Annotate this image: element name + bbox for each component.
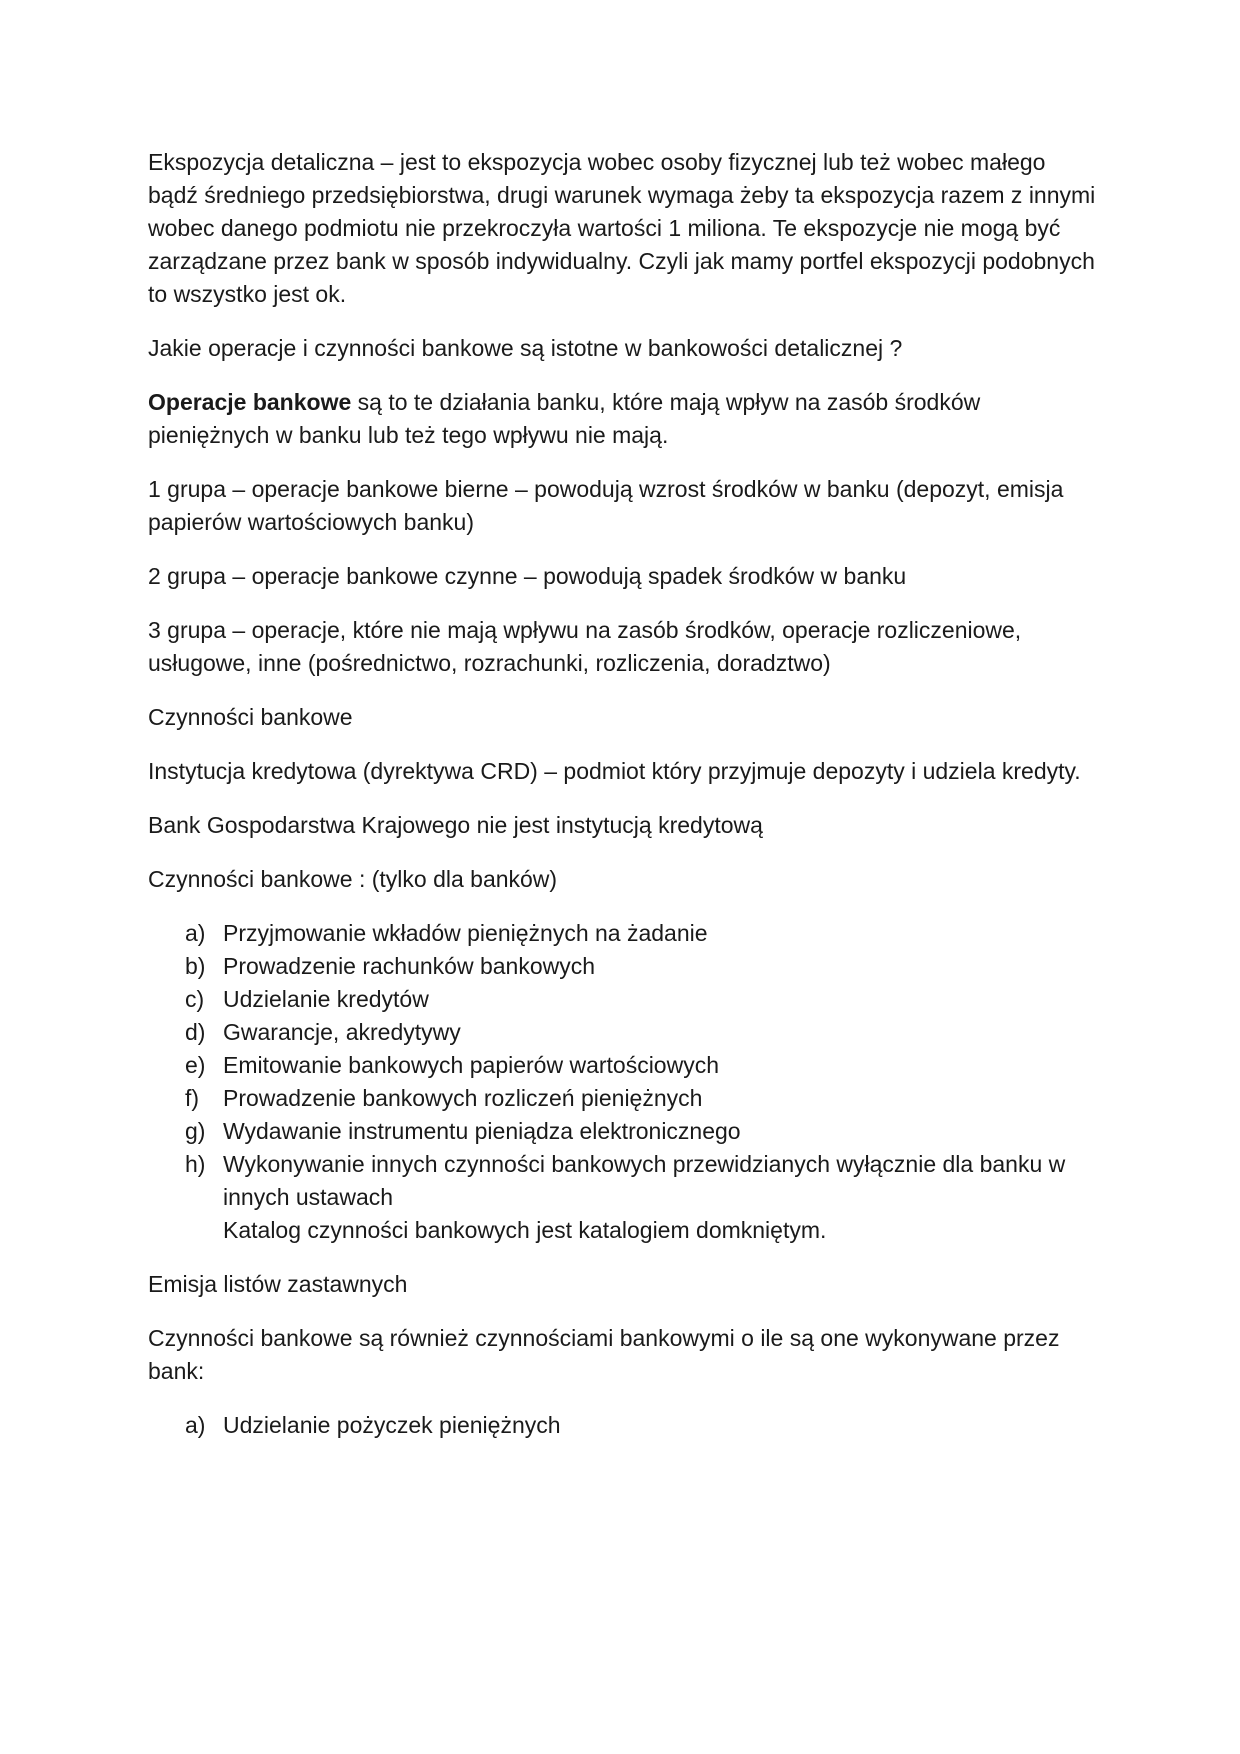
paragraph-bgk: Bank Gospodarstwa Krajowego nie jest instytucją kredytową [148, 812, 763, 838]
loans-list [148, 1409, 1098, 1442]
paragraph-group-3: 3 grupa – operacje, które nie mają wpływu na zasób środków, operacje rozliczeniowe, usługowe, inne (pośrednictwo, rozrachunki, rozliczenia, doradztwo) [148, 617, 1022, 676]
paragraph-retail-exposure: Ekspozycja detaliczna – jest to ekspozycja wobec osoby fizycznej lub też wobec małego bądź średniego przedsiębiorstwa, drugi warunek wymaga żeby ta ekspozycja razem z innymi wobec danego podmiotu nie przekroczyła wartości 1 miliona. Te ekspozycje nie mogą być zarządzane przez bank w sposób indywidualny. Czyli jak mamy portfel ekspozycji podobnych to wszystko jest ok. [148, 149, 1096, 307]
paragraph-credit-institution: Instytucja kredytowa (dyrektywa CRD) – podmiot który przyjmuje depozyty i udziela kredyty. [148, 758, 1081, 784]
list-item-text: Wydawanie instrumentu pieniądza elektronicznego [223, 1118, 741, 1144]
paragraph-question: Jakie operacje i czynności bankowe są istotne w bankowości detalicznej ? [148, 335, 903, 361]
paragraph-banking-operations [148, 386, 1098, 452]
paragraph-mortgage-bonds: Emisja listów zastawnych [148, 1271, 408, 1297]
list-item-text: Gwarancje, akredytywy [223, 1019, 461, 1045]
list-marker: b) [185, 953, 206, 979]
bold-term: Operacje bankowe [148, 389, 352, 415]
list-item [148, 983, 1098, 1016]
list-item [148, 950, 1098, 983]
document-body [148, 146, 1098, 1463]
list-marker: h) [185, 1151, 206, 1177]
paragraph-group-2: 2 grupa – operacje bankowe czynne – powodują spadek środków w banku [148, 563, 907, 589]
list-marker: c) [185, 986, 205, 1012]
list-marker: a) [185, 920, 206, 946]
list-item-text: Przyjmowanie wkładów pieniężnych na żadanie [223, 920, 708, 946]
catalog-note: Katalog czynności bankowych jest katalogiem domkniętym. [223, 1217, 827, 1243]
list-marker: a) [185, 1412, 206, 1438]
banking-activities-list [148, 917, 1098, 1247]
paragraph-group-1: 1 grupa – operacje bankowe bierne – powodują wzrost środków w banku (depozyt, emisja papierów wartościowych banku) [148, 476, 1064, 535]
list-item-text: Prowadzenie bankowych rozliczeń pieniężnych [223, 1085, 703, 1111]
list-marker: d) [185, 1019, 206, 1045]
paragraph-activities-list-intro: Czynności bankowe : (tylko dla banków) [148, 866, 558, 892]
list-item-text: Wykonywanie innych czynności bankowych przewidzianych wyłącznie dla banku w innych ustawach [223, 1151, 1066, 1210]
list-item [148, 1082, 1098, 1115]
list-marker: e) [185, 1052, 206, 1078]
list-item [148, 1115, 1098, 1148]
list-item [148, 1049, 1098, 1082]
list-marker: f) [185, 1085, 200, 1111]
list-item-text: Emitowanie bankowych papierów wartościowych [223, 1052, 720, 1078]
paragraph-banking-activities-heading: Czynności bankowe [148, 704, 353, 730]
paragraph-text: są to te działania banku, które mają wpływ na zasób środków pieniężnych w banku lub też tego wpływu nie mają. [148, 389, 981, 448]
list-item-text: Udzielanie pożyczek pieniężnych [223, 1412, 561, 1438]
list-item-text: Prowadzenie rachunków bankowych [223, 953, 596, 979]
list-item [148, 1148, 1098, 1247]
paragraph-activities-by-bank: Czynności bankowe są również czynnościami bankowymi o ile są one wykonywane przez bank: [148, 1325, 1060, 1384]
list-item [148, 1409, 1098, 1442]
list-item [148, 1016, 1098, 1049]
list-item-text: Udzielanie kredytów [223, 986, 429, 1012]
list-marker: g) [185, 1118, 206, 1144]
list-item [148, 917, 1098, 950]
